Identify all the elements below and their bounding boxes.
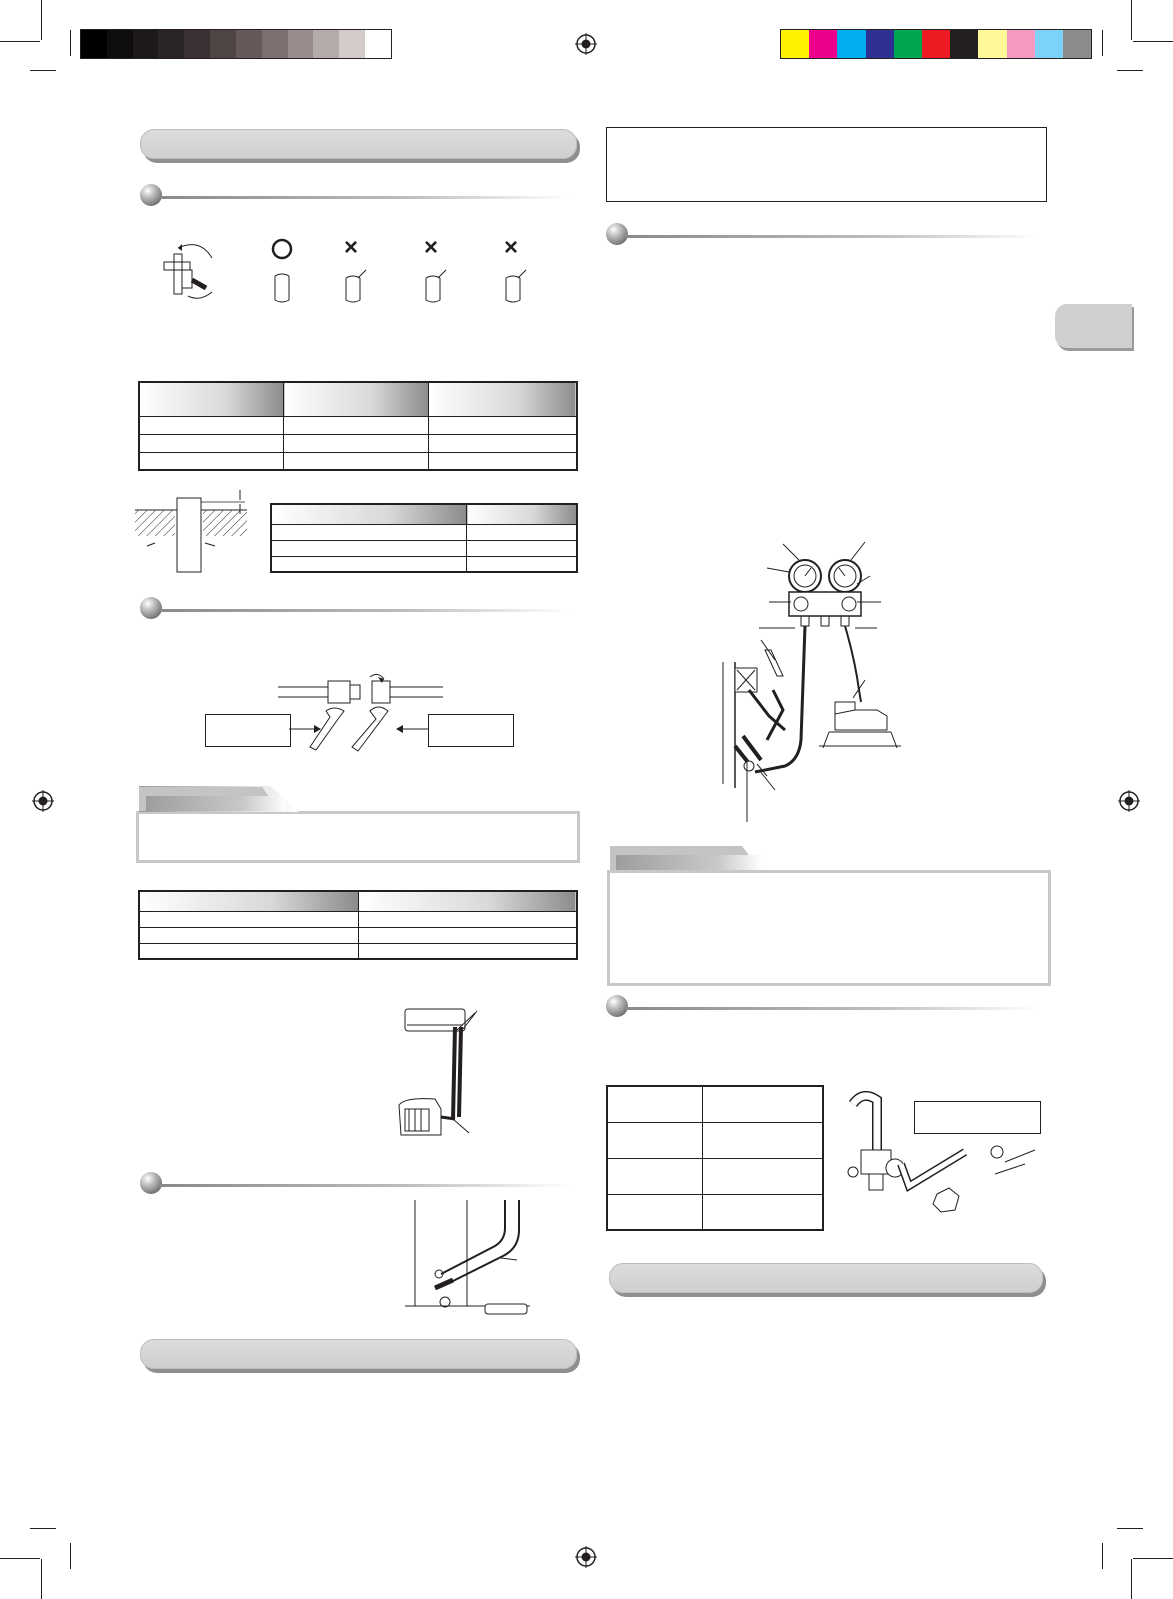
grayscale-color-bar [80,29,392,59]
color-swatch [365,30,391,58]
table-cell [607,1086,702,1122]
table-cell [428,416,577,434]
table-cell [607,1122,702,1158]
table-cell [428,434,577,452]
table-header-cell [358,891,577,911]
crop-mark-top-left-h2 [30,70,56,71]
table-header-cell [271,504,467,524]
color-swatch [184,30,210,58]
unit-connection-icon [395,1005,495,1150]
arrow-icon [289,724,321,734]
table-header-cell [467,504,577,524]
table-header-cell [139,891,358,911]
color-swatch [236,30,262,58]
crop-mark-bottom-left-h [0,1558,40,1559]
crop-mark-bottom-left-h2 [30,1528,56,1529]
flare-mark-bad: × [344,234,359,261]
table-cell [139,911,358,927]
color-swatch [133,30,159,58]
crop-mark-top-left-v [41,0,42,40]
table-cell [428,452,577,470]
color-swatch [922,30,950,58]
flare-mark-bad: × [424,234,439,261]
flare-result-good [268,232,298,308]
table-cell [139,452,284,470]
subsection-heading-flaring [140,184,570,208]
table-header-cell [428,382,577,416]
table-cell [358,911,577,927]
arrow-icon [396,724,428,734]
table-cell [702,1086,823,1122]
section-banner-piping [140,129,577,159]
flare-mark-good: O [268,232,290,263]
torque-wrench-icon [278,675,448,755]
caution-tab-face [146,796,286,811]
crop-mark-bottom-right-v2 [1102,1543,1103,1569]
color-swatch [210,30,236,58]
color-swatch [81,30,107,58]
crop-mark-bottom-right-v [1131,1559,1132,1599]
color-swatch [866,30,894,58]
table-cell [607,1194,702,1230]
caution-tab-face [616,855,762,870]
crop-mark-bottom-right-h2 [1117,1528,1143,1529]
wrench-label-box-right [428,714,514,747]
flare-result-bad-3 [500,234,530,308]
table-cell [271,524,467,540]
table-cell [702,1194,823,1230]
table-cell [607,1158,702,1194]
table-header-cell [139,382,284,416]
subsection-heading-insulation [140,1172,570,1196]
table-cell [284,434,429,452]
torque-table [138,890,578,960]
table-cell [139,434,284,452]
table-cell [358,927,577,943]
color-swatch [107,30,133,58]
subsection-heading-valve-opening [606,995,1040,1019]
table-cell [271,540,467,556]
registration-mark-icon [575,1546,597,1568]
color-swatch [781,30,809,58]
crop-mark-bottom-left-v [41,1559,42,1599]
crop-mark-top-right-h2 [1117,70,1143,71]
registration-mark-icon [575,33,597,55]
flare-projection-table [270,503,578,573]
color-swatch [339,30,365,58]
crop-mark-bottom-left-v2 [70,1543,71,1569]
subsection-heading-tightening [140,597,570,621]
crop-mark-top-right-v2 [1102,30,1103,56]
flare-mark-bad: × [504,234,519,261]
table-cell [271,556,467,572]
table-header-cell [284,382,429,416]
table-cell [139,927,358,943]
table-cell [702,1158,823,1194]
valve-label-box [914,1101,1041,1134]
crop-mark-bottom-right-h [1133,1558,1173,1559]
valve-torque-table [606,1085,824,1231]
color-swatch [158,30,184,58]
flare-dimension-table [138,381,578,471]
table-cell [284,452,429,470]
table-cell [284,416,429,434]
color-swatch [837,30,865,58]
color-swatch [1063,30,1091,58]
color-swatch [262,30,288,58]
caution-box [607,870,1051,986]
table-cell [467,540,577,556]
wrench-label-box-left [205,714,291,747]
table-cell [702,1122,823,1158]
color-swatch [894,30,922,58]
caution-box [136,811,580,863]
table-cell [358,943,577,959]
crop-mark-top-right-v [1131,0,1132,40]
registration-mark-icon [32,790,54,812]
color-swatch [978,30,1006,58]
subsection-heading-vacuum [606,223,1040,247]
table-cell [467,524,577,540]
crop-mark-top-left-v2 [70,30,71,56]
process-color-bar [780,29,1092,59]
section-banner-drain [609,1263,1043,1293]
color-swatch [1035,30,1063,58]
color-swatch [809,30,837,58]
crop-mark-top-left-h [0,41,40,42]
color-swatch [288,30,314,58]
manifold-gauge-diagram [705,540,945,822]
crop-mark-top-right-h [1133,41,1173,42]
color-swatch [313,30,339,58]
side-tab [1055,304,1132,348]
color-swatch [950,30,978,58]
color-swatch [1007,30,1035,58]
table-cell [139,416,284,434]
registration-mark-icon [1118,790,1140,812]
section-banner-air-purging [140,1339,577,1369]
table-cell [139,943,358,959]
flaring-tool-icon [160,240,220,305]
flare-result-bad-1 [340,234,370,308]
pipe-in-die-icon [135,488,255,573]
flare-result-bad-2 [420,234,450,308]
boxed-note [606,127,1047,202]
table-cell [467,556,577,572]
pipe-insulation-icon [405,1200,535,1320]
